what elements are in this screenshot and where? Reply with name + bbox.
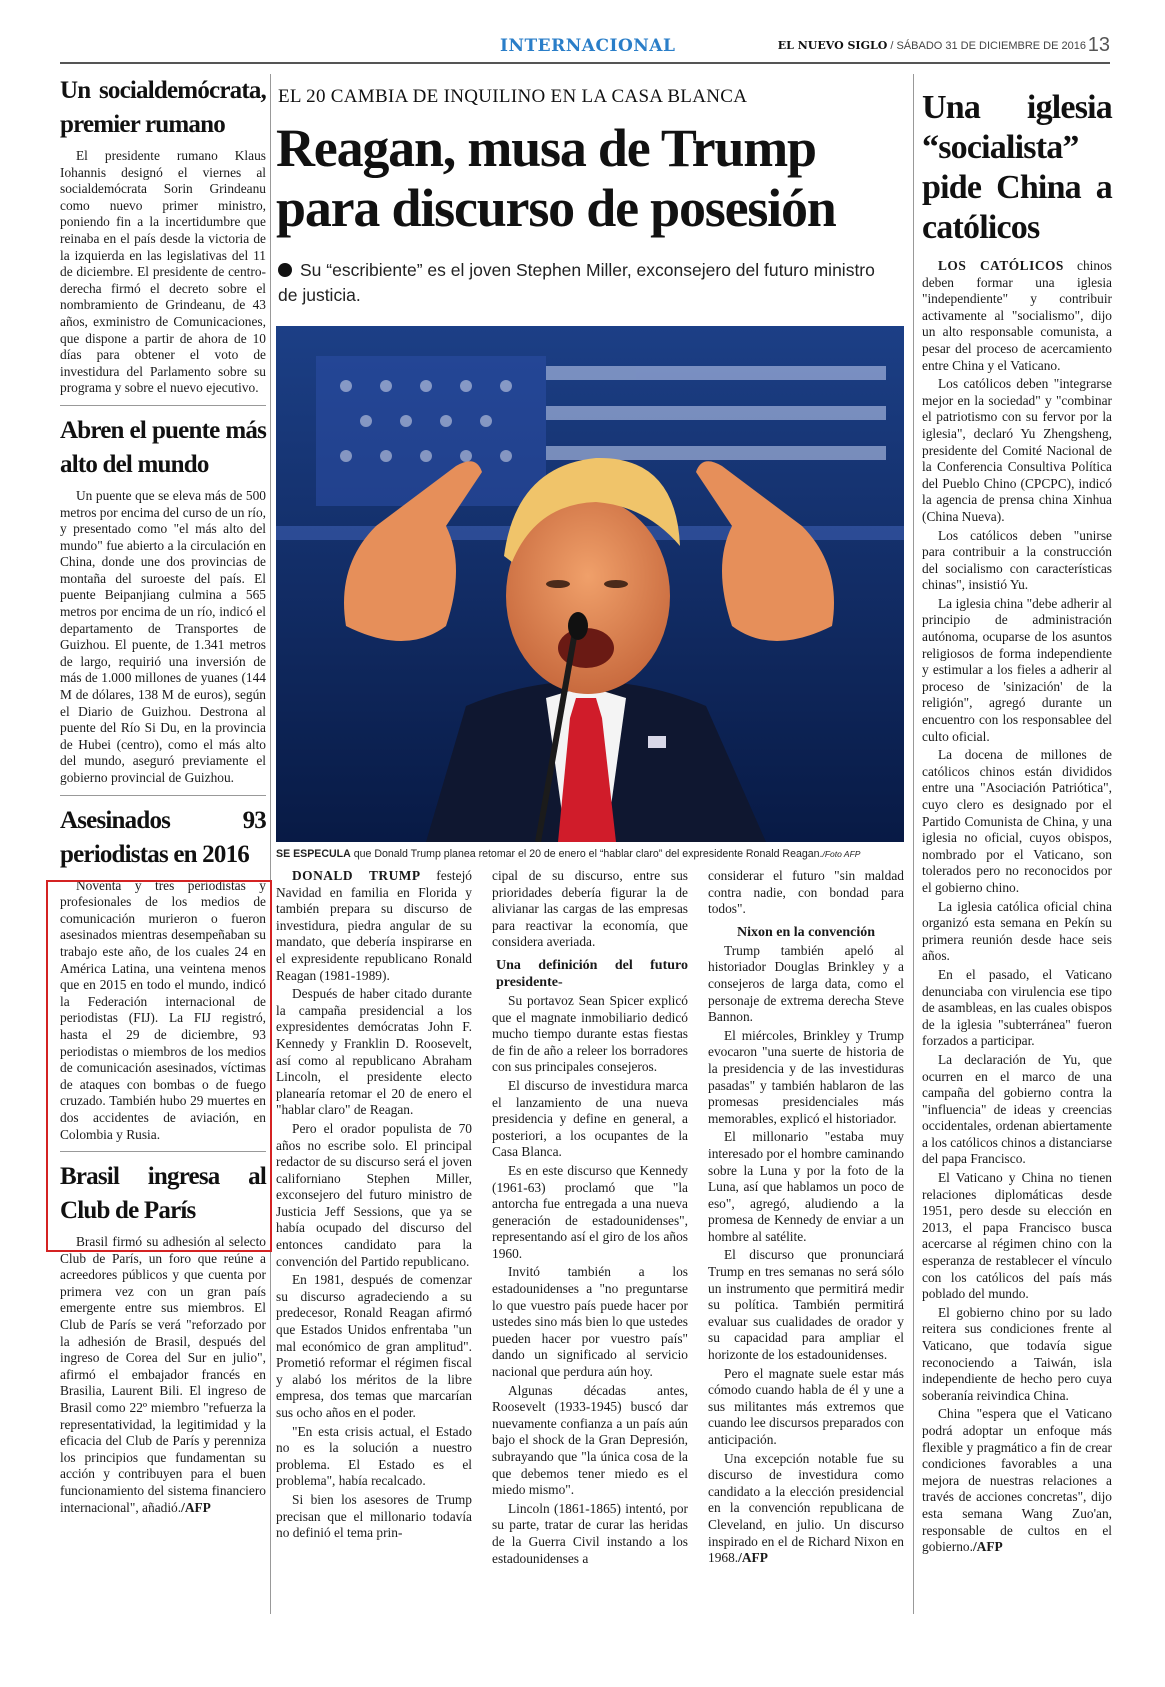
deck-text: Su “escribiente” es el joven Stephen Miller, exconsejero del futuro ministro de justicia. <box>278 260 875 305</box>
paragraph-text: China "espera que el Vaticano podrá adoptar un enfoque más flexible y pragmático a fin de crear condiciones favorables a una mejora de nuestras relaciones a través de acciones concretas", dijo esta semana Wang Zuo'an, responsable de cultos en el gobierno. <box>922 1406 1112 1555</box>
agency-credit: /AFP <box>181 1499 211 1515</box>
photo-credit: /Foto AFP <box>822 849 861 859</box>
story-column-1 <box>276 868 472 1544</box>
header-rule <box>60 62 1110 64</box>
brief-title: Brasil ingresa al Club de París <box>60 1163 266 1225</box>
lead-in: DONALD TRUMP <box>292 868 421 883</box>
issue-date: / SÁBADO 31 DE DICIEMBRE DE 2016 <box>890 40 1086 52</box>
paragraph <box>708 1129 904 1245</box>
paragraph-text: El Vaticano y China no tienen relaciones diplomáticas desde 1951, pero desde su elección en 2013, el papa Francisco busca acercarse al régimen chino con la esperanza de restablecer el vínculo con los católicos del país más poblado del mundo. <box>922 1170 1112 1302</box>
folio <box>778 39 1086 52</box>
column-divider <box>270 74 271 1614</box>
highlight-box <box>46 877 272 1252</box>
paragraph-text: En el pasado, el Vaticano denunciaba con virulencia ese tipo de asambleas, en las cuales obispos de la iglesia "subterránea" fueron forzados a participar. <box>922 966 1112 1049</box>
paragraph-text: La declaración de Yu, que ocurren en el marco de una campaña del gobierno contra la "influencia" de ideas y creencias occidentales, ordenan abiertamente a los católicos chinos a distanciarse del papa Francisco. <box>922 1051 1113 1167</box>
paragraph-text: El miércoles, Brinkley y Trump evocaron "una suerte de historia de la presidencia y de las investiduras pasadas" y también hablaron de las promesas presidenciales más memorables, explicó el historiador. <box>708 1027 904 1126</box>
paragraph-text: Su portavoz Sean Spicer explicó que el magnate inmobiliario dedicó mucho tiempo durante estas fiestas de fin de año a releer los borradores con sus principales consejeros. <box>492 992 688 1075</box>
paragraph-text: Si bien los asesores de Trump precisan que el millonario todavía no definió el tema prin- <box>276 1491 472 1541</box>
brief-item <box>60 414 266 787</box>
paragraph-text: Los católicos deben "unirse para contribuir a la construcción del socialismo con características chinas", insistió Yu. <box>922 527 1112 593</box>
paragraph-text: Una excepción notable fue su discurso de investidura como candidato a la elección presidencial en la convención republicana de Cleveland, en julio. Un discurso inspirado en el de Richard Nixon en 1968. <box>708 1450 904 1566</box>
paragraph-text: El discurso de investidura marca el lanzamiento de una nueva presidencia y define en general, a posteriori, a los ocupantes de la Casa Blanca. <box>492 1077 688 1160</box>
paragraph-text: Después de haber citado durante la campaña presidencial a los expresidentes demócratas John F. Kennedy y Franklin D. Roosevelt, así como al republicano Abraham Lincoln, el presidente electo planearía retomar el 20 de enero el "hablar claro" de Reagan. <box>276 986 472 1118</box>
trump-speaking-photo <box>276 326 904 842</box>
brief-body <box>60 488 266 787</box>
paragraph-text: El millonario "estaba muy interesado por el hombre caminando sobre la Luna y por la foto de la Luna, así que hablamos un poco de eso", agregó, aludiendo a la promesa de Kennedy de enviar a un hombre al satélite. <box>708 1129 904 1244</box>
paragraph-text: Trump también apeló al historiador Douglas Brinkley y a consejeros de larga data, como el personaje de extrema derecha Steve Bannon. <box>708 942 904 1025</box>
paragraph <box>922 1305 1112 1405</box>
brief-title: Abren el puente más alto del mundo <box>60 416 266 478</box>
paragraph-text: En 1981, después de comenzar su discurso agradeciendo a su predecesor, Ronald Reagan afirmó que Estados Unidos enfrentaba "un mal económico de gran amplitud". Prometió reformar el régimen fiscal y alabó los méritos de la libre empresa, dos temas que marcarían sus ocho años en el poder. <box>276 1272 472 1420</box>
paragraph <box>708 943 904 1026</box>
brief-title: Asesinados 93 periodistas en 2016 <box>60 806 266 868</box>
paragraph <box>922 258 1112 374</box>
column-divider <box>913 74 914 1614</box>
paragraph-text: Algunas décadas antes, Roosevelt (1933-1945) buscó dar nuevamente confianza a un país aún bajo el shock de la Gran Depresión, subrayando que "la única cosa de la que debemos tener miedo es el miedo mismo". <box>492 1382 688 1498</box>
paragraph-text: festejó Navidad en familia en Florida y también prepara su discurso de investidura, piedra angular de su mandato, que debería inspirarse en el expresidente republicano Ronald Reagan (1981-1989). <box>276 868 472 983</box>
paragraph <box>492 1383 688 1499</box>
agency-credit: /AFP <box>738 1550 768 1566</box>
paragraph-text: Invitó también a los estadounidenses a "no preguntarse lo que vuestro país puede hacer por ustedes sino más bien lo que ustedes pueden hacer por vuestro país" dando un significado al servicio nacional que perdura aún hoy. <box>492 1264 688 1380</box>
paragraph-text: La iglesia católica oficial china organizó esta semana en Pekín su primera reunión desde hace seis años. <box>922 898 1112 964</box>
brief-text: Un puente que se eleva más de 500 metros por encima del curso de un río, y presentado como "el más alto del mundo" fue abierto a la circulación en China, donde une dos provincias de montaña del suroeste del país. El puente Beipanjiang culmina a 565 metros por encima de un río, indicó el departamento de Transportes de Guizhou. El puente, de 1.341 metros de largo, requirió una inversión de más de 1.000 millones de yuanes (144 M de dólares, 138 M de euros), según el Diario de Guizhou. Destrona al puente del Río Si Du, en la provincia de Hubei (centro), como el más alto del mundo, aseguró previamente el gobierno provincial de Guizhou. <box>60 487 267 785</box>
brief-text: Brasil firmó su adhesión al selecto Club de París, un foro que reúne a acreedores públicos y que cuenta por primera vez con un gran país emergente entre sus miembros. El Club de París se verá "reforzado por la adhesión de Brasil, después del ingreso de Corea del Sur en julio", afirmó el embajador francés en Brasilia, Laurent Bili. El ingreso de Brasil como 22º miembro "refuerza la representatividad, la legitimidad y la eficacia del Club de París y perenniza los principios que fundamentan su acción y contribuyen para el buen funcionamiento del sistema financiero internacional", añadió. <box>60 1234 266 1515</box>
paragraph-text: Los católicos deben "integrarse mejor en la sociedad" y "combinar el patriotismo con su fervor por la iglesia", declaró Yu Zhengsheng, presidente del Comité Nacional de la Conferencia Consultiva Política del Pueblo Chino (CPCPC), indicó la agencia de prensa china Xinhua (China Nueva). <box>922 376 1112 524</box>
paragraph-text: Lincoln (1861-1865) intentó, por su parte, tratar de curar las heridas de la Guerra Civil instando a los estadounidenses a <box>492 1500 688 1566</box>
china-story-headline: Una iglesia “socialista” pide China a católicos <box>922 89 1112 246</box>
paragraph-text: El gobierno chino por su lado reitera sus condiciones frente al Vaticano, que todavía sigue reconociendo a Taiwán, isla independiente de hecho pero cuya soberanía reivindica China. <box>922 1304 1112 1403</box>
paragraph <box>708 1366 904 1449</box>
story-kicker: EL 20 CAMBIA DE INQUILINO EN LA CASA BLANCA <box>278 86 748 107</box>
paragraph <box>708 1028 904 1128</box>
paragraph <box>276 1121 472 1270</box>
photo-caption <box>276 848 904 860</box>
paragraph-text: considerar el futuro "sin maldad contra nadie, con bondad para todos". <box>708 868 904 917</box>
paragraph-text: La docena de millones de católicos chinos están divididos entre una "Asociación Patriótica", cuyo clero es designado por el Partido Comunista de China, y una iglesia no oficial, cuyos obispos, nombrado por el Vaticano, son tolerados pero no reconocidos por el gobierno chino. <box>922 747 1112 895</box>
paragraph <box>708 868 904 918</box>
paragraph <box>492 993 688 1076</box>
china-story-body <box>922 258 1112 1556</box>
agency-credit: /AFP <box>972 1539 1003 1555</box>
paragraph <box>492 868 688 951</box>
paragraph <box>276 986 472 1119</box>
subheading: Una definición del futuro presidente- <box>496 957 688 990</box>
paragraph-text: "En esta crisis actual, el Estado no es la solución a nuestro problema. El Estado es el problema", había recalcado. <box>276 1423 472 1489</box>
page-number: 13 <box>1087 34 1110 56</box>
section-name: INTERNACIONAL <box>500 36 676 56</box>
caption-lead: SE ESPECULA <box>276 848 351 860</box>
paragraph <box>492 1501 688 1567</box>
paragraph <box>922 1052 1112 1168</box>
story-column-2 <box>492 868 688 1569</box>
paragraph <box>492 1264 688 1380</box>
brief-divider <box>60 405 266 406</box>
bullet-icon <box>278 263 292 277</box>
paragraph <box>922 1170 1112 1303</box>
paragraph <box>922 1406 1112 1555</box>
paragraph-text: El discurso que pronunciará Trump en tres semanas no será sólo un instrumento que permitirá medir su política. También permitirá evaluar sus cualidades de orador y su capacidad para ampliar el horizonte de los estadounidenses. <box>708 1247 904 1363</box>
paragraph <box>276 1492 472 1542</box>
paragraph <box>922 899 1112 965</box>
brief-divider <box>60 795 266 796</box>
paragraph <box>708 1247 904 1363</box>
paragraph-text: Pero el magnate suele estar más cómodo cuando habla de él y une a sus militantes más extremos que cuando lee discursos preparados con anticipación. <box>708 1365 904 1447</box>
lead-in: LOS CATÓLICOS <box>938 258 1064 273</box>
paragraph <box>922 376 1112 525</box>
paragraph <box>276 1424 472 1490</box>
story-deck <box>278 258 898 308</box>
brief-title: Un socialdemócrata, premier rumano <box>60 77 266 138</box>
paragraph-text: La iglesia china "debe adherir al principio de administración autónoma, ocuparse de los asuntos religiosos de forma independiente y estimular a los fieles a adherir al proceso de 'sinización' de la religión", agregó durante un encuentro con los responsablee del culto oficial. <box>922 595 1112 744</box>
caption-text: que Donald Trump planea retomar el 20 de enero el “hablar claro” del expresidente Ronald Reagan. <box>350 848 823 860</box>
subheading: Nixon en la convención <box>736 924 876 940</box>
paragraph-text: cipal de su discurso, entre sus prioridades debería figurar la de alivianar las cargas de las empresas para reactivar la economía, que considera averiada. <box>492 868 688 950</box>
story-photo <box>276 326 904 842</box>
story-column-3 <box>708 868 904 1569</box>
brief-body <box>60 148 266 397</box>
paragraph <box>492 1078 688 1161</box>
paragraph <box>922 528 1112 594</box>
page-header <box>60 36 1110 58</box>
paragraph <box>708 1451 904 1567</box>
story-headline: Reagan, musa de Trump para discurso de posesión <box>276 118 836 238</box>
paragraph <box>922 596 1112 745</box>
brief-text: El presidente rumano Klaus Iohannis designó el viernes al socialdemócrata Sorin Grindeanu como nuevo primer ministro, poniendo fin a la incertidumbre que reinaba en el país desde la victoria de la izquierda en las legislativas del 11 de diciembre. El presidente de centro-derecha firmó el decreto sobre el nombramiento de Grindeanu, de 43 años, exministro de Comunicaciones, que dispone a partir de ahora de 10 días para obtener el voto de investidura del Parlamento sobre su programa y sobre el nuevo ejecutivo. <box>60 148 266 396</box>
paragraph <box>922 747 1112 896</box>
paragraph-text: Es en este discurso que Kennedy (1961-63) proclamó que "la antorcha fue entregada a una nueva generación de estadounidenses", representando así el giro de los años 1960. <box>492 1162 688 1261</box>
paragraph <box>922 967 1112 1050</box>
briefs-column <box>60 74 266 1524</box>
paragraph <box>492 1163 688 1263</box>
brief-body <box>60 1234 266 1516</box>
paragraph <box>276 868 472 984</box>
china-story-column <box>922 88 1112 1558</box>
brief-item <box>60 74 266 397</box>
paragraph-text: chinos deben formar una iglesia "independiente" y contribuir activamente al "socialismo", dijo un alto responsable comunista, a pesar del proceso de acercamiento entre China y el Vaticano. <box>922 258 1113 373</box>
paper-name: EL NUEVO SIGLO <box>777 39 888 52</box>
brief-text: Noventa y tres periodistas y profesionales de los medios de comunicación murieron o fueron asesinados mientras desempeñaban su trabajo este año, de los cuales 24 en América Latina, una veintena menos que en 2015 en todo el mundo, indicó la Federación internacional de periodistas (FIJ). La FIJ registró, hasta el 29 de diciembre, 93 periodistas o miembros de los medios de comunicación asesinados, víctimas de ataques con bombas o de fuego cruzado. También hubo 29 muertes en dos accidentes de aviación, en Colombia y Rusia. <box>60 877 266 1142</box>
paragraph <box>276 1272 472 1421</box>
paragraph-text: Pero el orador populista de 70 años no escribe solo. El principal redactor de su discurso será el joven californiano Stephen Miller, exconsejero del futuro ministro de Justicia Jeff Sessions, que ya se había ocupado del discurso del entonces candidato para la convención del Partido republicano. <box>276 1120 472 1269</box>
